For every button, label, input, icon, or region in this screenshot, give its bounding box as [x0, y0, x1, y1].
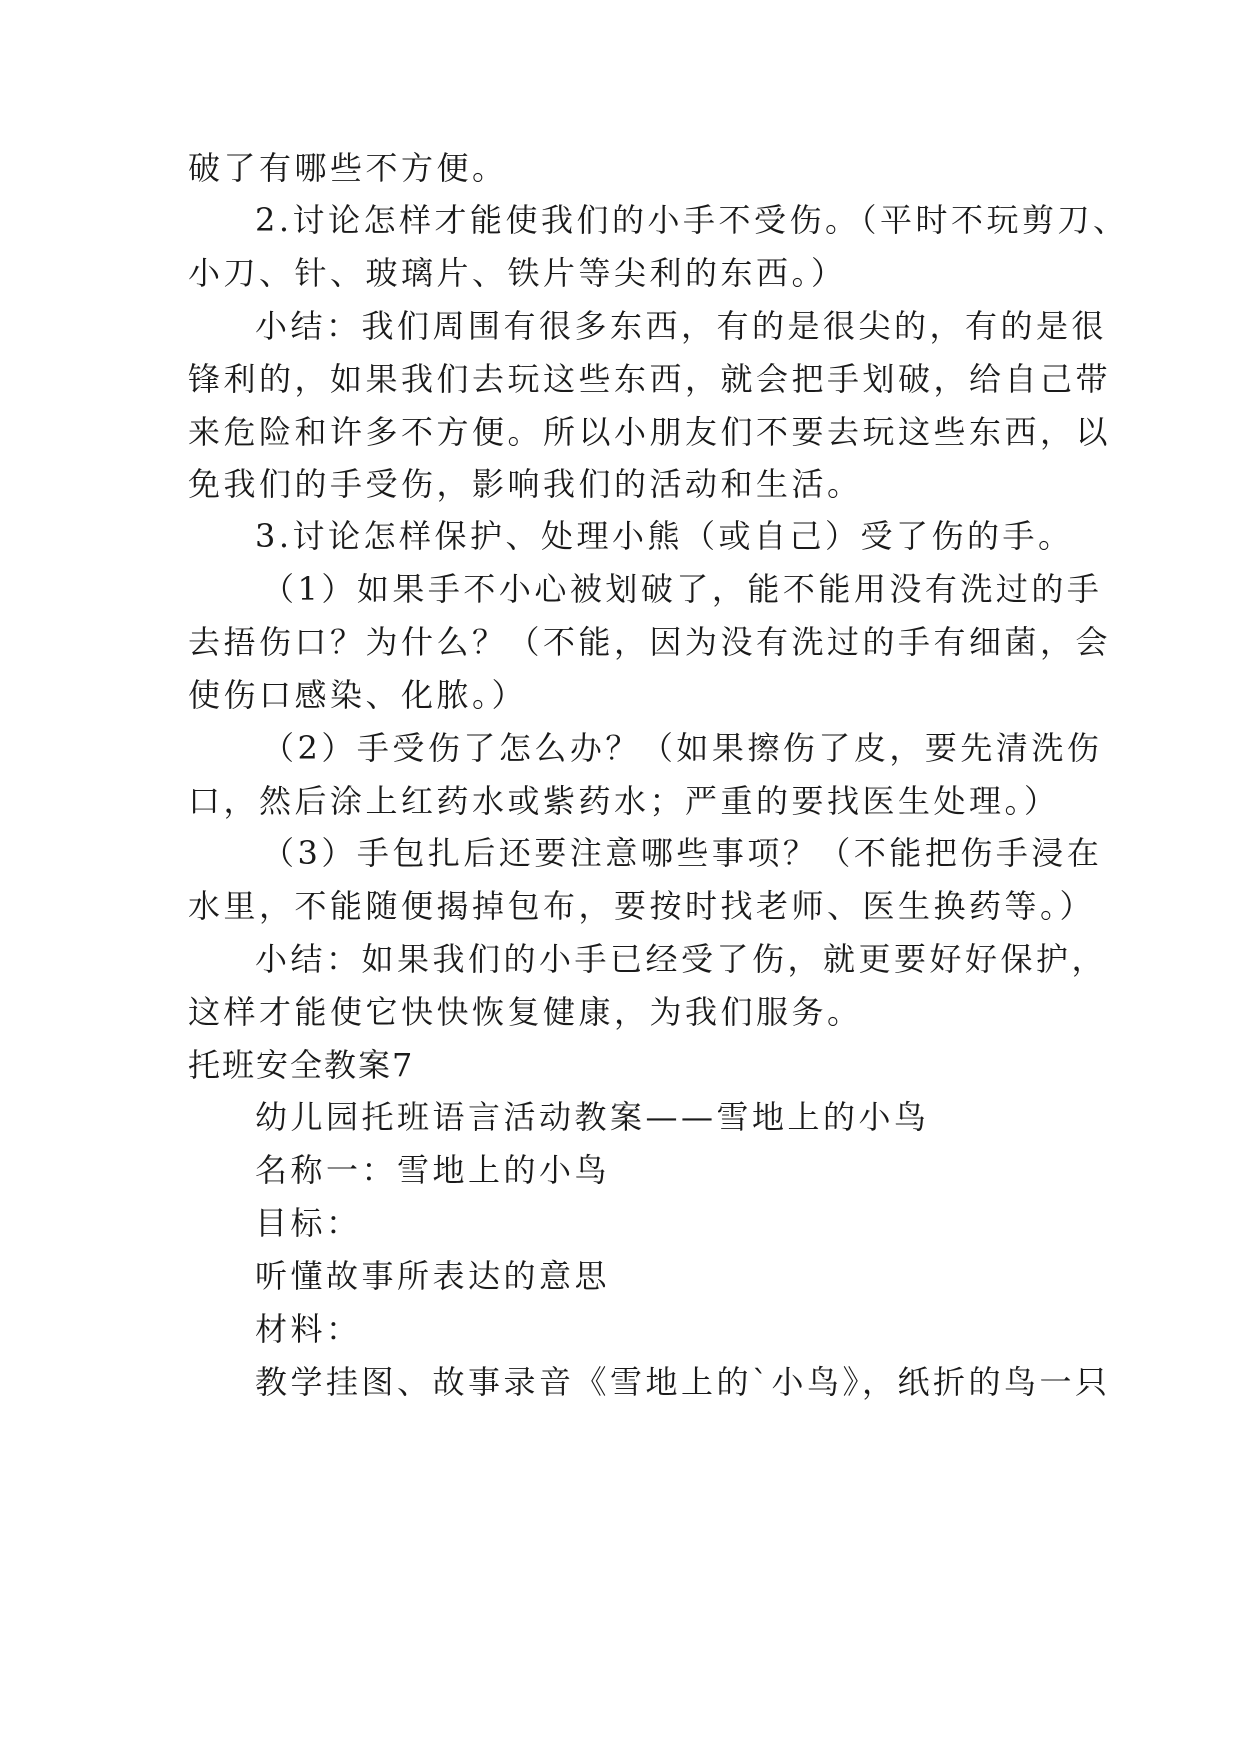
goal-label: 目标：: [255, 1204, 362, 1242]
list-item: 2.讨论怎样才能使我们的小手不受伤。（平时不玩剪刀、: [255, 201, 1129, 239]
summary-line: 小结：我们周围有很多东西，有的是很尖的，有的是很: [255, 307, 1108, 345]
body-line: 锋利的，如果我们去玩这些东西，就会把手划破，给自己带: [188, 360, 1112, 398]
body-line: 这样才能使它快快恢复健康，为我们服务。: [188, 993, 863, 1031]
section-heading: 托班安全教案7: [188, 1046, 415, 1084]
body-line: 免我们的手受伤，影响我们的活动和生活。: [188, 465, 863, 503]
list-item: 3.讨论怎样保护、处理小熊（或自己）受了伤的手。: [255, 517, 1074, 555]
lesson-title: 幼儿园托班语言活动教案——雪地上的小鸟: [255, 1098, 930, 1136]
summary-line: 小结：如果我们的小手已经受了伤，就更要好好保护，: [255, 940, 1108, 978]
sub-item: （2）手受伤了怎么办？（如果擦伤了皮，要先清洗伤: [262, 729, 1103, 767]
goal-text: 听懂故事所表达的意思: [255, 1257, 611, 1295]
materials-label: 材料：: [255, 1310, 362, 1348]
body-line: 水里，不能随便揭掉包布，要按时找老师、医生换药等。）: [188, 887, 1096, 925]
body-line: 口，然后涂上红药水或紫药水；严重的要找医生处理。）: [188, 782, 1060, 820]
lesson-name: 名称一：雪地上的小鸟: [255, 1151, 611, 1189]
materials-text: 教学挂图、故事录音《雪地上的`小鸟》，纸折的鸟一只: [255, 1363, 1111, 1401]
sub-item: （1）如果手不小心被划破了，能不能用没有洗过的手: [262, 570, 1103, 608]
body-line: 使伤口感染、化脓。）: [188, 676, 528, 714]
body-line: 去捂伤口？为什么？（不能，因为没有洗过的手有细菌，会: [188, 623, 1112, 661]
body-line: 来危险和许多不方便。所以小朋友们不要去玩这些东西，以: [188, 413, 1112, 451]
body-line: 破了有哪些不方便。: [188, 149, 508, 187]
sub-item: （3）手包扎后还要注意哪些事项？（不能把伤手浸在: [262, 834, 1103, 872]
body-line: 小刀、针、玻璃片、铁片等尖利的东西。）: [188, 254, 847, 292]
